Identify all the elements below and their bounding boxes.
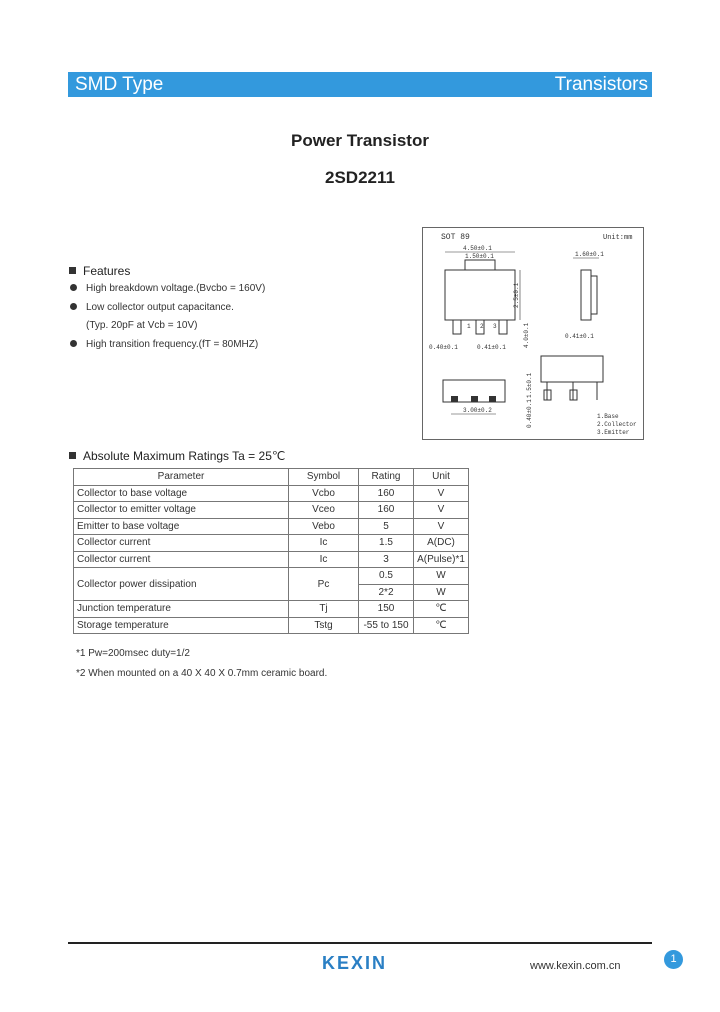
pin-label: 3 [493, 323, 497, 330]
table-row [74, 617, 469, 634]
pin-label: 1 [467, 323, 471, 330]
package-unit: Unit:mm [603, 234, 633, 242]
cell-param: Emitter to base voltage [74, 518, 289, 535]
ratings-table [73, 468, 469, 634]
cell-param: Junction temperature [74, 601, 289, 618]
table-row [74, 485, 469, 502]
cell-rating: 150 [359, 601, 414, 618]
bullet-icon [70, 340, 77, 347]
table-note: *2 When mounted on a 40 X 40 X 0.7mm ceramic board. [76, 668, 328, 679]
column-header: Symbol [289, 469, 359, 486]
table-row [74, 518, 469, 535]
header-category: SMD Type [75, 73, 164, 95]
header-bar [68, 72, 652, 97]
cell-symbol: Vebo [289, 518, 359, 535]
cell-param: Collector power dissipation [74, 568, 289, 601]
side-view-lead [591, 276, 597, 314]
dim-label: 1.60±0.1 [575, 251, 604, 258]
cell-rating: 5 [359, 518, 414, 535]
dim-label: 4.0±0.1 [523, 322, 530, 348]
table-row [74, 535, 469, 552]
end-view-leads [547, 382, 597, 400]
cell-symbol: Ic [289, 551, 359, 568]
dim-label: 0.40±0.1 [526, 399, 533, 428]
feature-item: High breakdown voltage.(Bvcbo = 160V) [70, 283, 265, 294]
dim-label: 0.41±0.1 [565, 333, 594, 340]
table-row [74, 601, 469, 618]
table-row [74, 568, 469, 585]
cell-unit: ℃ [414, 617, 469, 634]
dim-label: 0.40±0.1 [429, 344, 458, 351]
dim-label: 4.50±0.1 [463, 245, 492, 252]
column-header: Rating [359, 469, 414, 486]
cell-param: Collector current [74, 551, 289, 568]
pin-label: 2 [480, 323, 484, 330]
cell-param: Collector current [74, 535, 289, 552]
pin-1 [453, 320, 461, 334]
features-heading: Features [69, 264, 130, 278]
header-type: Transistors [554, 73, 648, 95]
pin-3 [499, 320, 507, 334]
bullet-icon [70, 303, 77, 310]
cell-symbol: Vcbo [289, 485, 359, 502]
cell-unit: V [414, 485, 469, 502]
feature-item: Low collector output capacitance. [70, 302, 234, 313]
cell-unit: V [414, 502, 469, 519]
package-outline-diagram [423, 228, 643, 439]
cell-rating: 0.5 [359, 568, 414, 585]
cell-symbol: Ic [289, 535, 359, 552]
dim-label: 2.5±0.1 [513, 282, 520, 308]
package-drawing [422, 227, 644, 440]
top-view-body [445, 270, 515, 320]
dim-label: 3.00±0.2 [463, 407, 492, 414]
company-logo: KEXIN [322, 953, 388, 973]
end-view-body [541, 356, 603, 382]
side-view-body [581, 270, 591, 320]
package-name: SOT 89 [441, 233, 470, 242]
top-view-tab [465, 260, 495, 270]
pin-legend: 3.Emitter [597, 429, 630, 436]
column-header: Parameter [74, 469, 289, 486]
column-header: Unit [414, 469, 469, 486]
cell-param: Storage temperature [74, 617, 289, 634]
pin-legend: 1.Base [597, 413, 619, 420]
page-number-badge: 1 [664, 950, 683, 969]
cell-rating: 160 [359, 485, 414, 502]
doc-title: Power Transistor [291, 131, 429, 150]
ratings-heading: Absolute Maximum Ratings Ta = 25℃ [69, 449, 285, 463]
cell-rating: 2*2 [359, 584, 414, 601]
footer-divider [68, 942, 652, 944]
cell-unit: W [414, 584, 469, 601]
cell-symbol: Tstg [289, 617, 359, 634]
cell-unit: A(DC) [414, 535, 469, 552]
cell-rating: 1.5 [359, 535, 414, 552]
cell-symbol: Pc [289, 568, 359, 601]
table-note: *1 Pw=200msec duty=1/2 [76, 648, 190, 659]
table-row [74, 502, 469, 519]
cell-param: Collector to emitter voltage [74, 502, 289, 519]
cell-unit: W [414, 568, 469, 585]
cell-symbol: Tj [289, 601, 359, 618]
cell-param: Collector to base voltage [74, 485, 289, 502]
website-link[interactable]: www.kexin.com.cn [530, 960, 621, 972]
cell-rating: -55 to 150 [359, 617, 414, 634]
bullet-icon [70, 284, 77, 291]
cell-rating: 160 [359, 502, 414, 519]
table-row [74, 551, 469, 568]
square-bullet-icon [69, 452, 76, 459]
table-header-row [74, 469, 469, 486]
square-bullet-icon [69, 267, 76, 274]
feature-item-continued: (Typ. 20pF at Vcb = 10V) [86, 320, 198, 331]
dim-label: 0.41±0.1 [477, 344, 506, 351]
cell-unit: V [414, 518, 469, 535]
pin-legend: 2.Collector [597, 421, 637, 428]
dim-label: 1.5±0.1 [526, 372, 533, 398]
cell-symbol: Vceo [289, 502, 359, 519]
feature-item: High transition frequency.(fT = 80MHZ) [70, 339, 258, 350]
cell-rating: 3 [359, 551, 414, 568]
part-number: 2SD2211 [325, 168, 395, 187]
cell-unit: ℃ [414, 601, 469, 618]
cell-unit: A(Pulse)*1 [414, 551, 469, 568]
dim-label: 1.50±0.1 [465, 253, 494, 260]
